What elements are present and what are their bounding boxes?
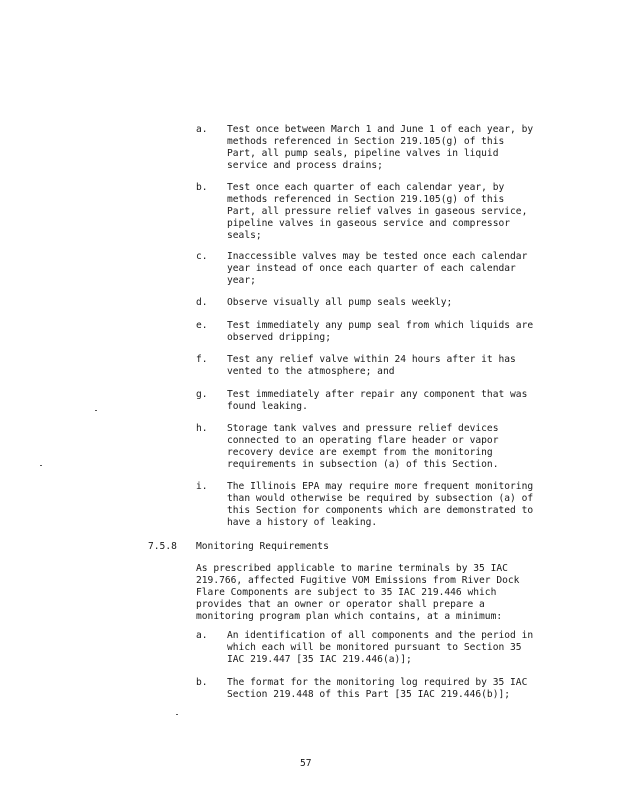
item-letter: f. (196, 354, 208, 365)
sub-item-letter: a. (196, 630, 208, 641)
sub-item-text: An identification of all components and the period in which each will be monitored pursuant to Section 35 IAC 219.447 [35 IAC 219.446(a)]; (227, 630, 534, 665)
list-item-g (196, 389, 556, 413)
sub-item-a (196, 630, 556, 666)
item-text: Test once between March 1 and June 1 of each year, by methods referenced in Section 219.105(g) of this Part, all pump seals, pipeline valves in liquid service and process drains; (227, 124, 534, 171)
list-item-f (196, 354, 556, 378)
scan-speck (95, 410, 97, 411)
sub-item-b (196, 677, 556, 701)
sub-item-text: The format for the monitoring log required by 35 IAC Section 219.448 of this Part [35 IAC 219.446(b)]; (227, 677, 528, 700)
item-letter: e. (196, 320, 208, 331)
scan-speck (176, 714, 178, 715)
section-number: 7.5.8 (148, 541, 177, 552)
item-text: The Illinois EPA may require more frequent monitoring than would otherwise be required by subsection (a) of this Section for components which are demonstrated to have a history of leaking. (227, 481, 534, 528)
item-letter: c. (196, 251, 208, 262)
item-letter: i. (196, 481, 208, 492)
list-item-e (196, 320, 556, 344)
item-text: Storage tank valves and pressure relief devices connected to an operating flare header or vapor recovery device are exempt from the monitoring requirements in subsection (a) of this Section. (227, 423, 499, 470)
item-letter: d. (196, 297, 208, 308)
section-intro: As prescribed applicable to marine terminals by 35 IAC 219.766, affected Fugitive VOM Emissions from River Dock Flare Components are subject to 35 IAC 219.446 which provides that an owner or operator shall prepare a monitoring program plan which contains, at a minimum: (196, 563, 520, 622)
section-title: Monitoring Requirements (196, 541, 329, 552)
item-letter: g. (196, 389, 208, 400)
item-text: Test immediately after repair any component that was found leaking. (227, 389, 528, 412)
list-item-h (196, 423, 556, 471)
item-text: Test once each quarter of each calendar year, by methods referenced in Section 219.105(g) of this Part, all pressure relief valves in gaseous service, pipeline valves in gaseous service and compressor seals; (227, 182, 528, 241)
item-letter: h. (196, 423, 208, 434)
item-text: Test any relief valve within 24 hours after it has vented to the atmosphere; and (227, 354, 516, 377)
list-item-d (196, 297, 556, 309)
list-item-a (196, 124, 556, 172)
item-text: Test immediately any pump seal from which liquids are observed dripping; (227, 320, 534, 343)
scan-speck (40, 465, 42, 466)
list-item-c (196, 251, 556, 287)
item-text: Inaccessible valves may be tested once each calendar year instead of once each quarter of each calendar year; (227, 251, 528, 286)
item-letter: a. (196, 124, 208, 135)
list-item-i (196, 481, 556, 529)
item-text: Observe visually all pump seals weekly; (227, 297, 453, 308)
list-item-b (196, 182, 556, 242)
sub-item-letter: b. (196, 677, 208, 688)
item-letter: b. (196, 182, 208, 193)
page-number: 57 (300, 758, 312, 769)
